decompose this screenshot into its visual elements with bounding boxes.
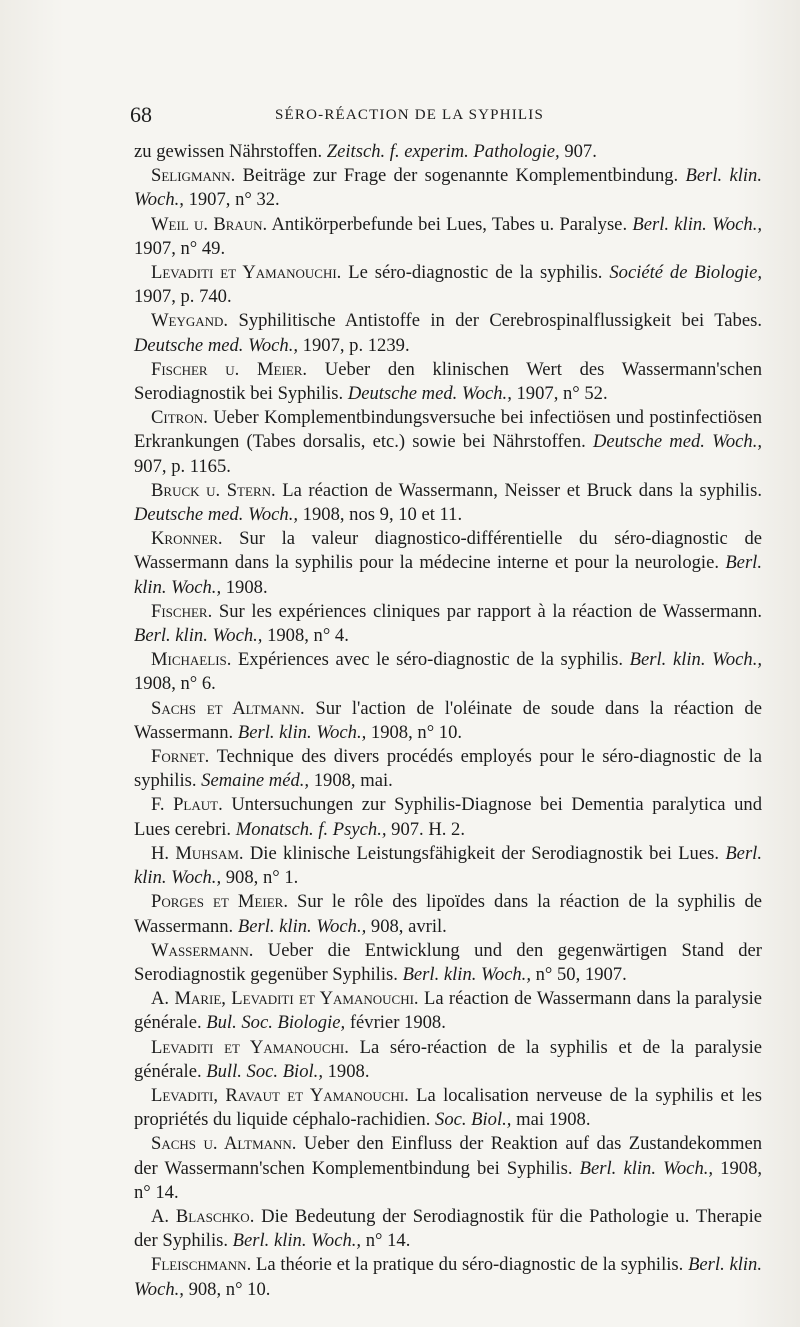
entry-title: La réaction de Wassermann dans la paralysie générale. (134, 988, 762, 1034)
entry-authors: Michaelis. (151, 649, 232, 671)
entry-citation: 1907, p. 1239. (298, 334, 410, 356)
entry-title: Expériences avec le séro-diagnostic de la syphilis. (231, 649, 630, 671)
entry-citation: 1908, n° 14. (134, 1157, 763, 1203)
running-title: SÉRO-RÉACTION DE LA SYPHILIS (275, 107, 545, 123)
bibliography-entry (134, 987, 762, 1035)
entry-title: Ueber den Einfluss der Reaktion auf das Zustandekommen der Wassermann'schen Komplementbindung bei Syphilis. (134, 1133, 762, 1179)
entry-citation: 908, n° 10. (183, 1278, 271, 1300)
entry-authors: F. Plaut. (151, 794, 223, 816)
entry-citation: 1907, n° 32. (183, 189, 280, 211)
entry-authors: A. Blaschko. (151, 1205, 255, 1227)
entry-journal: Berl. klin. Woch., (134, 165, 762, 211)
entry-citation: 907. (559, 141, 597, 162)
entry-authors: Weil u. Braun. (151, 213, 268, 235)
bibliography-entry (134, 745, 762, 793)
entry-title: La localisation nerveuse de la syphilis et les propriétés du liquide céphalo-rachidien. (134, 1084, 762, 1131)
entry-citation: 908, n° 1. (221, 867, 299, 889)
entry-authors: Sachs u. Altmann. (151, 1133, 297, 1155)
entry-authors: Fischer. (151, 600, 213, 622)
entry-journal: Monatsch. f. Psych., (235, 818, 387, 840)
entry-authors: Fischer u. Meier. (151, 358, 308, 380)
entry-title: zu gewissen Nährstoffen. (134, 141, 327, 162)
entry-citation: 1908, n° 10. (366, 721, 463, 743)
entry-authors: A. Marie, Levaditi et Yamanouchi. (151, 988, 419, 1010)
entry-journal: Berl. klin. Woch., (134, 552, 762, 598)
entry-authors: Bruck u. Stern. (151, 479, 276, 501)
bibliography-entry (134, 164, 762, 212)
entry-citation: 907, p. 1165. (134, 455, 231, 477)
entry-journal: Semaine méd., (201, 770, 310, 792)
bibliography-entry (134, 140, 762, 164)
entry-citation: mai 1908. (511, 1109, 591, 1131)
bibliography-list (134, 140, 762, 1302)
entry-authors: H. Muhsam. (151, 842, 244, 864)
entry-authors: Weygand. (151, 310, 229, 332)
entry-authors: Fleischmann. (151, 1254, 252, 1276)
entry-citation: n° 50, 1907. (530, 963, 627, 985)
entry-citation: 1907, n° 52. (511, 383, 608, 405)
bibliography-entry (134, 1132, 762, 1205)
entry-authors: Levaditi, Ravaut et Yamanouchi. (151, 1084, 409, 1106)
entry-title: Le séro-diagnostic de la syphilis. (341, 262, 610, 284)
entry-title: Sur les expériences cliniques par rapport à la réaction de Wassermann. (212, 600, 762, 622)
entry-journal: Deutsche med. Woch., (134, 504, 299, 526)
entry-citation: 907. H. 2. (386, 818, 466, 840)
page-number: 68 (130, 102, 152, 127)
bibliography-entry (134, 479, 762, 527)
entry-citation: 1907, p. 740. (134, 286, 232, 308)
entry-authors: Sachs et Altmann. (151, 697, 305, 719)
entry-journal: Deutsche med. Woch., (347, 383, 512, 405)
entry-authors: Wassermann. (151, 939, 254, 961)
entry-title: Die klinische Leistungsfähigkeit der Serodiagnostik bei Lues. (243, 842, 726, 864)
entry-citation: 1908. (322, 1060, 370, 1082)
entry-journal: Berl. klin. Woch., (237, 915, 367, 937)
bibliography-entry (134, 697, 762, 745)
entry-journal: Zeitsch. f. experim. Pathologie, (326, 141, 560, 162)
entry-citation: février 1908. (345, 1012, 446, 1034)
entry-citation: 1907, n° 49. (134, 237, 226, 259)
entry-authors: Fornet. (151, 746, 210, 768)
entry-authors: Levaditi et Yamanouchi. (151, 262, 342, 284)
bibliography-entry (134, 527, 762, 600)
entry-title: Technique des divers procédés employés pour le séro-diagnostic de la syphilis. (134, 746, 762, 792)
entry-authors: Citron. (151, 407, 208, 429)
entry-journal: Soc. Biol., (435, 1109, 512, 1131)
entry-citation: 1908, n° 6. (134, 673, 216, 695)
bibliography-entry (134, 842, 762, 890)
bibliography-entry (134, 1084, 762, 1132)
entry-journal: Berl. klin. Woch., (579, 1157, 714, 1179)
entry-journal: Berl. klin. Woch., (402, 963, 531, 985)
entry-journal: Deutsche med. Woch., (134, 334, 299, 356)
bibliography-entry (134, 213, 762, 261)
entry-title: Sur l'action de l'oléinate de soude dans la réaction de Wassermann. (134, 697, 762, 743)
entry-title: La séro-réaction de la syphilis et de la paralysie générale. (134, 1036, 762, 1082)
entry-journal: Bull. Soc. Biol., (206, 1060, 323, 1082)
entry-journal: Berl. klin. Woch., (237, 721, 367, 743)
bibliography-entry (134, 600, 762, 648)
page-header (130, 102, 765, 132)
entry-authors: Seligmann. (151, 165, 236, 187)
entry-journal: Berl. klin. Woch., (134, 1254, 762, 1300)
entry-title: Sur le rôle des lipoïdes dans la réaction de la syphilis de Wassermann. (134, 891, 763, 937)
entry-title: Sur la valeur diagnostico-différentielle du séro-diagnostic de Wassermann dans la syphilis pour la médecine interne et pour la neurologie. (134, 528, 762, 574)
entry-title: Untersuchungen zur Syphilis-Diagnose bei Dementia paralytica und Lues cerebri. (134, 794, 762, 840)
entry-title: La théorie et la pratique du séro-diagnostic de la syphilis. (251, 1254, 689, 1276)
entry-citation: 1908. (221, 576, 268, 598)
entry-journal: Bul. Soc. Biologie, (206, 1012, 346, 1034)
entry-citation: 1908, nos 9, 10 et 11. (298, 504, 463, 526)
entry-citation: 908, avril. (366, 915, 447, 937)
entry-title: Beiträge zur Frage der sogenannte Komplementbindung. (235, 165, 686, 187)
entry-journal: Berl. klin. Woch., (629, 649, 763, 671)
entry-authors: Levaditi et Yamanouchi. (151, 1036, 349, 1058)
bibliography-entry (134, 406, 762, 479)
bibliography-entry (134, 939, 762, 987)
bibliography-entry (134, 358, 762, 406)
entry-journal: Société de Biologie, (609, 262, 762, 284)
entry-title: Syphilitische Antistoffe in der Cerebrospinalflussigkeit bei Tabes. (228, 310, 762, 332)
entry-journal: Berl. klin. Woch., (134, 625, 263, 647)
bibliography-entry (134, 261, 762, 309)
entry-journal: Berl. klin. Woch., (232, 1230, 362, 1252)
entry-citation: 1908, n° 4. (262, 625, 349, 647)
entry-citation: n° 14. (361, 1230, 411, 1252)
bibliography-entry (134, 793, 762, 841)
entry-title: La réaction de Wassermann, Neisser et Bruck dans la syphilis. (275, 479, 762, 501)
entry-title: Antikörperbefunde bei Lues, Tabes u. Paralyse. (267, 213, 633, 235)
bibliography-entry (134, 1205, 762, 1253)
entry-citation: 1908, mai. (309, 770, 393, 792)
entry-journal: Deutsche med. Woch., (592, 431, 763, 453)
entry-journal: Berl. klin. Woch., (134, 842, 762, 889)
bibliography-entry (134, 1253, 762, 1301)
entry-title: Ueber den klinischen Wert des Wassermann'schen Serodiagnostik bei Syphilis. (134, 358, 762, 405)
entry-journal: Berl. klin. Woch., (632, 213, 762, 235)
entry-authors: Porges et Meier. (151, 891, 288, 913)
bibliography-entry (134, 890, 762, 938)
bibliography-entry (134, 1036, 762, 1084)
entry-authors: Kronner. (151, 528, 223, 550)
entry-title: Die Bedeutung der Serodiagnostik für die Pathologie u. Therapie der Syphilis. (134, 1205, 763, 1252)
entry-title: Ueber Komplementbindungsversuche bei infectiösen und postinfectiösen Erkrankungen (Tabes dorsalis, etc.) sowie bei Nährstoffen. (134, 407, 762, 453)
bibliography-entry (134, 648, 762, 696)
entry-title: Ueber die Entwicklung und den gegenwärtigen Stand der Serodiagnostik gegenüber Syphilis. (134, 939, 762, 985)
bibliography-entry (134, 309, 762, 357)
